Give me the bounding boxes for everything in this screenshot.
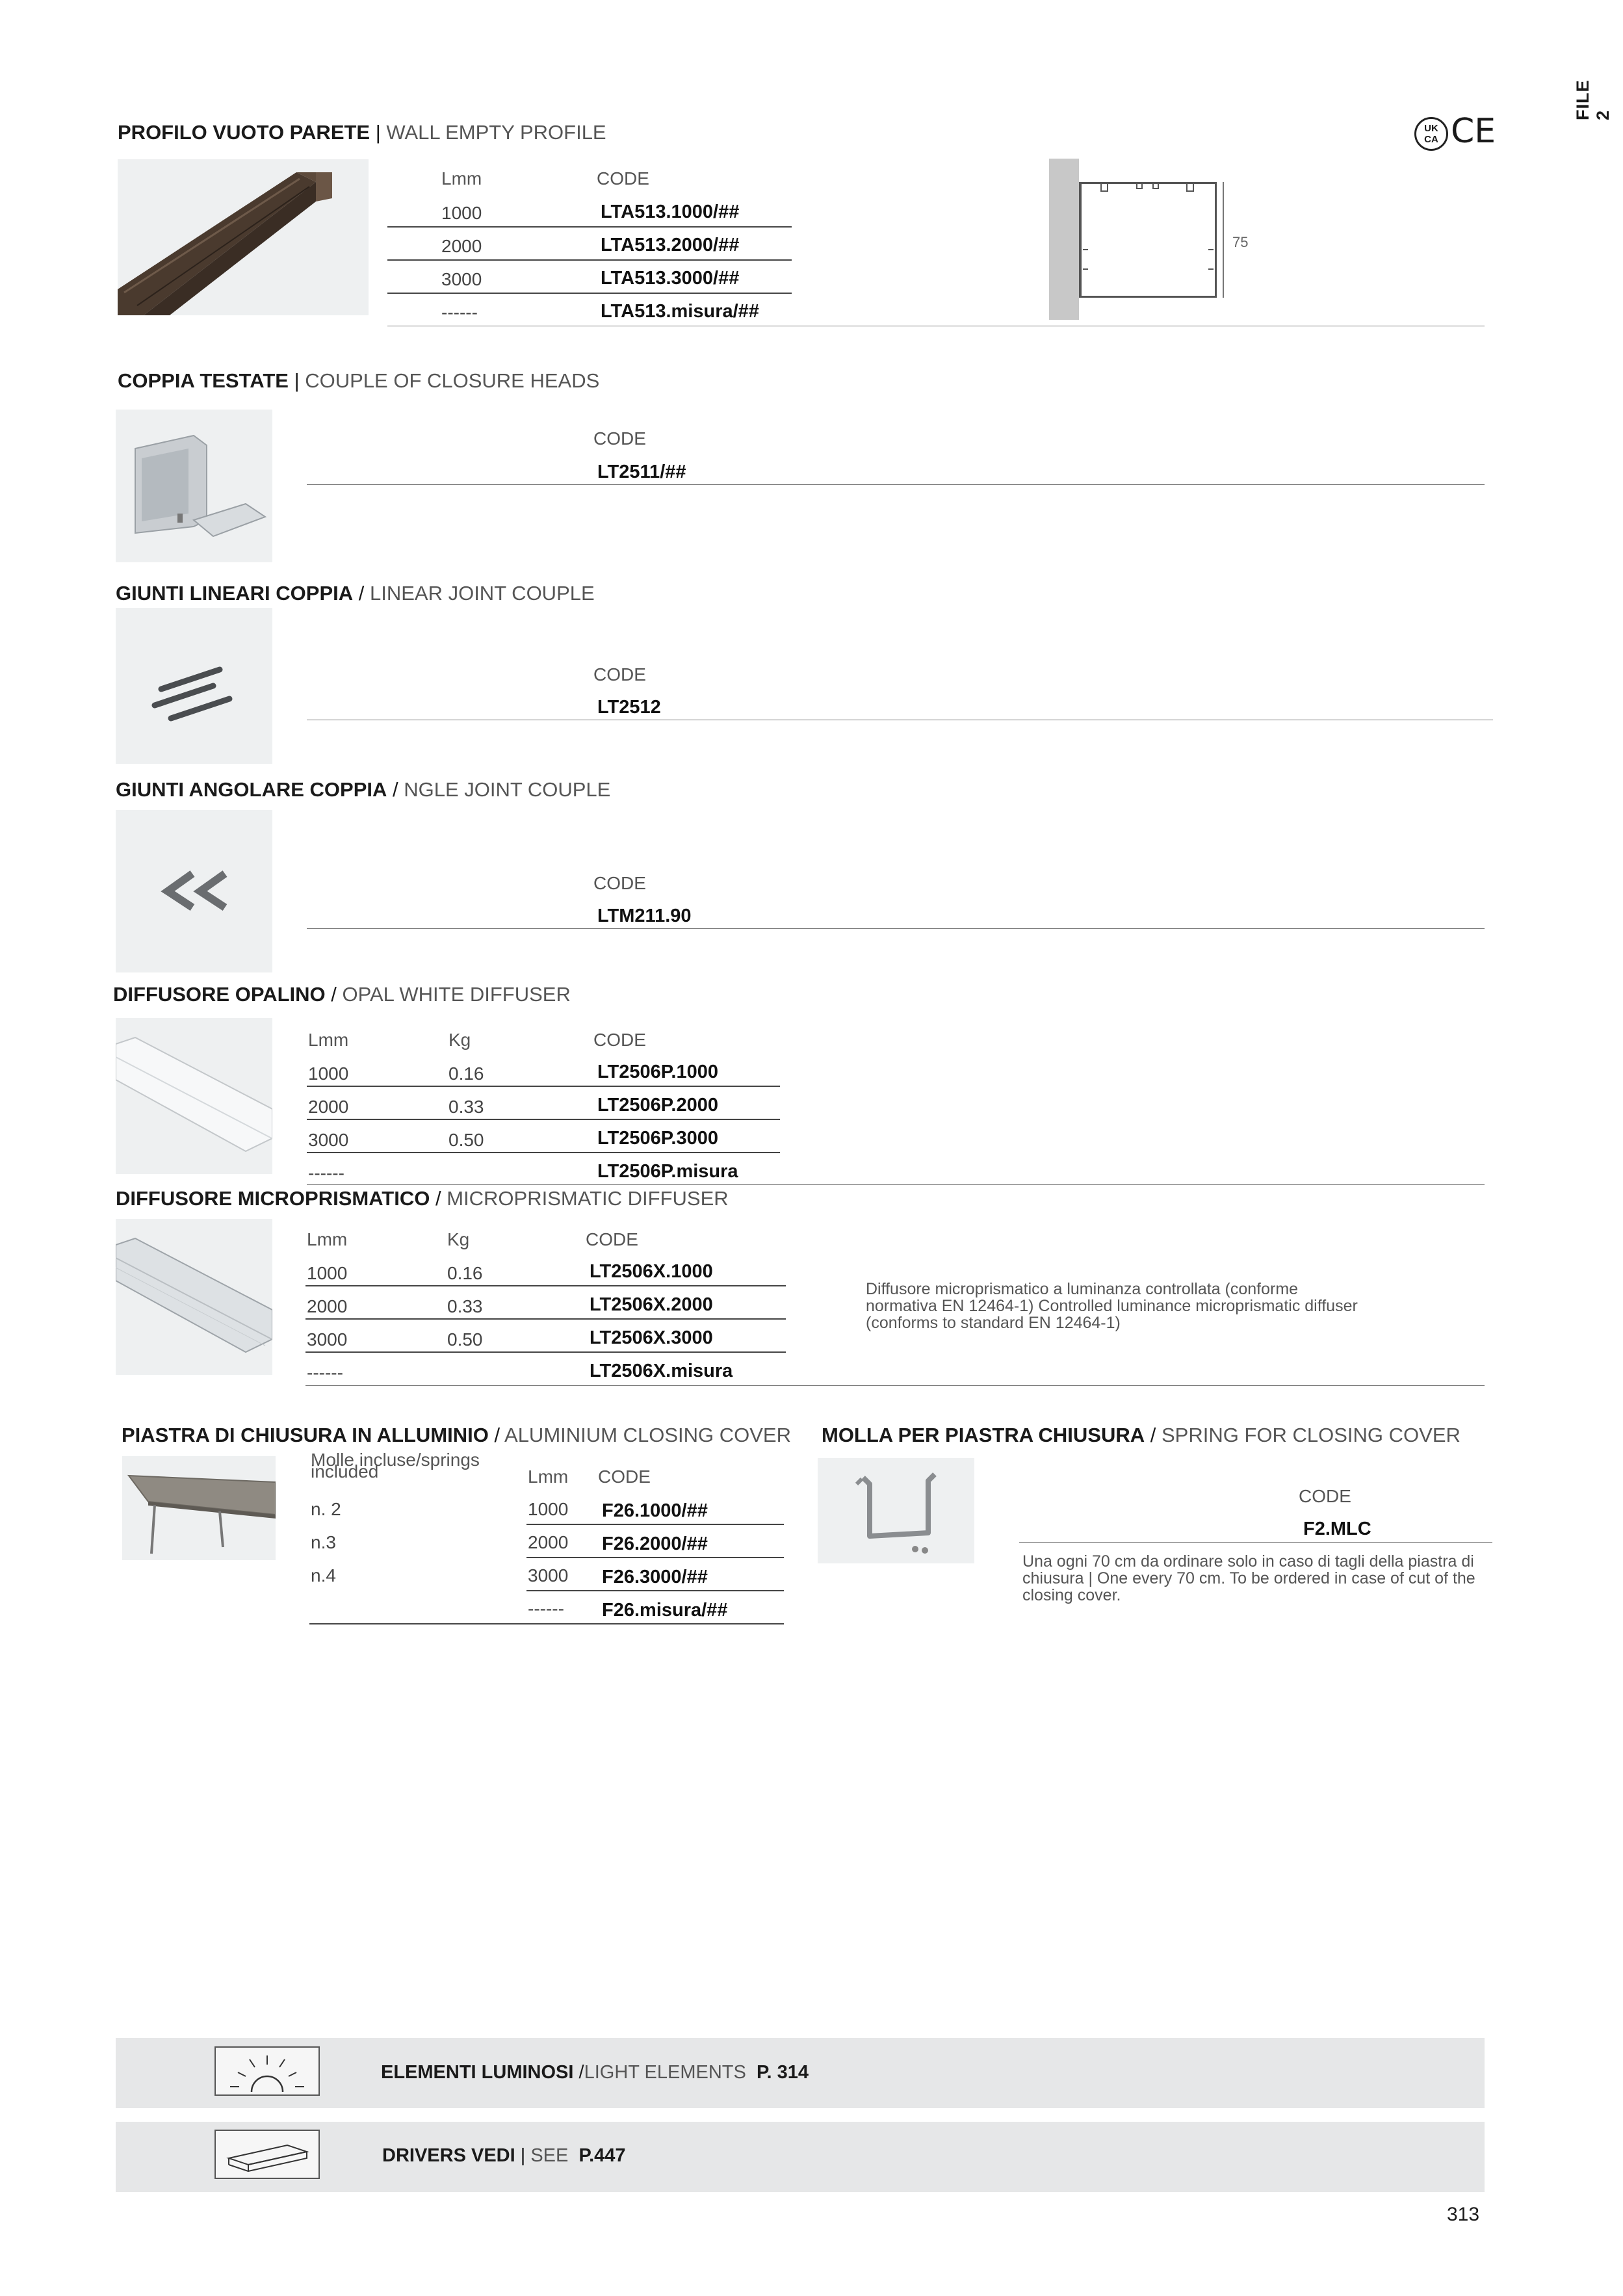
opal-code-3: LT2506P.3000 — [597, 1128, 718, 1149]
linear-joint-col-code: CODE — [593, 664, 646, 685]
closure-heads-title-light: COUPLE OF CLOSURE HEADS — [305, 369, 600, 392]
micro-length-2: 2000 — [307, 1296, 348, 1316]
wall-profile-section-drawing — [1049, 159, 1244, 321]
ce-mark-icon: CE — [1451, 112, 1496, 151]
closing-cover-bottom-rule — [309, 1623, 784, 1624]
microprismatic-title — [116, 1187, 729, 1210]
wall-profile-length-2: 2000 — [441, 236, 482, 256]
title-separator: / — [430, 1187, 447, 1210]
wall-profile-length-4: ------ — [441, 302, 478, 322]
linear-joint-photo — [116, 608, 272, 764]
opal-length-3: 3000 — [308, 1130, 349, 1150]
microprismatic-photo — [116, 1219, 272, 1375]
spring-title-light: SPRING FOR CLOSING COVER — [1162, 1424, 1461, 1446]
microprismatic-title-light: MICROPRISMATIC DIFFUSER — [447, 1187, 729, 1210]
wall-profile-col-length: Lmm — [441, 168, 482, 189]
linear-joint-title-bold: GIUNTI LINEARI COPPIA — [116, 582, 354, 605]
light-elements-bold: ELEMENTI LUMINOSI — [381, 2062, 574, 2083]
closing-cover-length-4: ------ — [528, 1598, 564, 1619]
wall-profile-col-code: CODE — [597, 168, 649, 189]
micro-col-weight: Kg — [447, 1229, 470, 1249]
closing-cover-row-rule — [526, 1524, 784, 1525]
linear-joint-code: LT2512 — [597, 697, 661, 718]
light-elements-page-ref[interactable]: P. 314 — [756, 2062, 809, 2083]
opal-col-length: Lmm — [308, 1030, 349, 1050]
opal-length-2: 2000 — [308, 1097, 349, 1117]
closure-heads-code: LT2511/## — [597, 462, 686, 482]
spring-code: F2.MLC — [1303, 1519, 1371, 1539]
light-bulb-icon — [214, 2046, 320, 2096]
microprismatic-note: Diffusore microprismatico a luminanza controllata (conforme normativa EN 12464-1) Controlled luminance microprismatic diffuser (conforms to standard EN 12464-1) — [866, 1280, 1358, 1332]
microprismatic-title-bold: DIFFUSORE MICROPRISMATICO — [116, 1187, 430, 1210]
wall-profile-length-1: 1000 — [441, 203, 482, 223]
opal-row-rule — [307, 1152, 780, 1153]
ukca-mark-text: UK CA — [1424, 123, 1438, 145]
closing-cover-col-springs: Molle incluse/springs included — [311, 1450, 480, 1481]
micro-col-code: CODE — [586, 1229, 638, 1249]
drivers-band[interactable] — [116, 2122, 1485, 2192]
closing-cover-title-bold: PIASTRA DI CHIUSURA IN ALLUMINIO — [122, 1424, 489, 1446]
micro-code-2: LT2506X.2000 — [590, 1294, 713, 1315]
angle-joint-col-code: CODE — [593, 873, 646, 893]
closing-cover-length-3: 3000 — [528, 1565, 569, 1585]
opal-diffuser-title-light: OPAL WHITE DIFFUSER — [342, 983, 571, 1006]
angle-joint-title-bold: GIUNTI ANGOLARE COPPIA — [116, 778, 387, 801]
wall-profile-title-light: WALL EMPTY PROFILE — [386, 121, 606, 144]
micro-section-rule — [305, 1385, 1485, 1386]
micro-length-3: 3000 — [307, 1329, 348, 1350]
closing-cover-title-light: ALUMINIUM CLOSING COVER — [504, 1424, 791, 1446]
spring-title-bold: MOLLA PER PIASTRA CHIUSURA — [822, 1424, 1145, 1446]
title-separator: / — [1145, 1424, 1162, 1446]
wall-profile-dimension: 75 — [1232, 234, 1249, 250]
closing-cover-code-3: F26.3000/## — [602, 1567, 708, 1587]
light-elements-light: LIGHT ELEMENTS — [584, 2062, 746, 2083]
opal-col-weight: Kg — [448, 1030, 471, 1050]
spring-photo — [818, 1458, 974, 1563]
opal-weight-1: 0.16 — [448, 1063, 484, 1084]
closing-cover-springs-3: n.4 — [311, 1565, 336, 1585]
closing-cover-row-rule — [526, 1590, 784, 1591]
micro-code-3: LT2506X.3000 — [590, 1327, 713, 1348]
wall-profile-code-1: LTA513.1000/## — [601, 202, 740, 222]
title-separator: | — [288, 369, 305, 392]
closing-cover-length-1: 1000 — [528, 1499, 569, 1519]
linear-joint-title — [116, 582, 595, 605]
light-elements-band[interactable] — [116, 2038, 1485, 2108]
micro-weight-1: 0.16 — [447, 1263, 483, 1283]
opal-weight-3: 0.50 — [448, 1130, 484, 1150]
side-label: FILE 2 — [1573, 79, 1613, 120]
ukca-mark-icon — [1414, 117, 1448, 151]
light-elements-label — [381, 2062, 809, 2083]
opal-length-1: 1000 — [308, 1063, 349, 1084]
wall-profile-row-rule — [387, 293, 792, 294]
opal-length-4: ------ — [308, 1163, 344, 1183]
closing-cover-title — [122, 1424, 791, 1447]
opal-diffuser-photo — [116, 1018, 272, 1174]
opal-diffuser-title — [113, 983, 571, 1006]
closure-heads-title — [118, 369, 599, 393]
angle-joint-photo — [116, 810, 272, 972]
opal-row-rule — [307, 1086, 780, 1087]
title-separator: / — [353, 582, 370, 605]
closing-cover-col-length: Lmm — [528, 1467, 569, 1487]
spring-col-code: CODE — [1299, 1486, 1351, 1506]
drivers-label — [382, 2145, 626, 2167]
wall-profile-length-3: 3000 — [441, 269, 482, 289]
opal-diffuser-title-bold: DIFFUSORE OPALINO — [113, 983, 326, 1006]
micro-weight-3: 0.50 — [447, 1329, 483, 1350]
closing-cover-code-1: F26.1000/## — [602, 1500, 708, 1521]
angle-joint-title — [116, 778, 610, 802]
wall-profile-title — [118, 121, 606, 144]
drivers-light: SEE — [530, 2145, 569, 2166]
closing-cover-code-2: F26.2000/## — [602, 1533, 708, 1554]
angle-joint-title-light: NGLE JOINT COUPLE — [404, 778, 611, 801]
wall-profile-code-2: LTA513.2000/## — [601, 235, 740, 255]
opal-col-code: CODE — [593, 1030, 646, 1050]
opal-code-2: LT2506P.2000 — [597, 1095, 718, 1115]
title-separator: / — [387, 778, 404, 801]
opal-code-1: LT2506P.1000 — [597, 1062, 718, 1082]
closing-cover-col-code: CODE — [598, 1467, 651, 1487]
page-number: 313 — [1447, 2204, 1480, 2225]
wall-profile-code-4: LTA513.misura/## — [601, 301, 759, 322]
band-separator: | — [515, 2145, 531, 2166]
micro-col-length: Lmm — [307, 1229, 348, 1249]
linear-joint-title-light: LINEAR JOINT COUPLE — [369, 582, 595, 605]
spring-note: Una ogni 70 cm da ordinare solo in caso di tagli della piastra di chiusura | One every 70 cm. To be ordered in case of cut of the closing cover. — [1022, 1552, 1475, 1604]
opal-code-4: LT2506P.misura — [597, 1161, 738, 1182]
closure-heads-col-code: CODE — [593, 428, 646, 449]
micro-length-1: 1000 — [307, 1263, 348, 1283]
opal-row-rule — [307, 1119, 780, 1120]
drivers-bold: DRIVERS VEDI — [382, 2145, 515, 2166]
wall-profile-row-rule — [387, 226, 792, 228]
wall-profile-photo — [118, 159, 369, 315]
title-separator: / — [325, 983, 343, 1006]
wall-profile-code-3: LTA513.3000/## — [601, 268, 740, 289]
driver-unit-icon — [214, 2130, 320, 2179]
wall-profile-row-rule — [387, 259, 792, 261]
spring-rule — [1019, 1542, 1492, 1543]
closing-cover-springs-1: n. 2 — [311, 1499, 341, 1519]
micro-row-rule — [305, 1318, 786, 1320]
drivers-page-ref[interactable]: P.447 — [578, 2145, 626, 2166]
angle-joint-code: LTM211.90 — [597, 906, 692, 926]
closure-heads-photo — [116, 410, 272, 562]
opal-section-rule — [307, 1184, 1485, 1185]
title-separator: | — [370, 121, 387, 144]
wall-profile-title-bold: PROFILO VUOTO PARETE — [118, 121, 370, 144]
closure-heads-rule — [307, 484, 1485, 485]
micro-row-rule — [305, 1285, 786, 1286]
closing-cover-length-2: 2000 — [528, 1532, 569, 1552]
spring-title — [822, 1424, 1461, 1447]
micro-row-rule — [305, 1351, 786, 1353]
micro-code-4: LT2506X.misura — [590, 1361, 733, 1381]
micro-weight-2: 0.33 — [447, 1296, 483, 1316]
micro-code-1: LT2506X.1000 — [590, 1261, 713, 1282]
opal-weight-2: 0.33 — [448, 1097, 484, 1117]
closing-cover-photo — [122, 1456, 276, 1560]
micro-length-4: ------ — [307, 1363, 343, 1383]
angle-joint-rule — [307, 928, 1485, 929]
closing-cover-springs-2: n.3 — [311, 1532, 336, 1552]
band-separator: / — [573, 2062, 584, 2083]
title-separator: / — [488, 1424, 505, 1446]
closure-heads-title-bold: COPPIA TESTATE — [118, 369, 289, 392]
closing-cover-row-rule — [526, 1557, 784, 1558]
closing-cover-code-4: F26.misura/## — [602, 1600, 728, 1621]
